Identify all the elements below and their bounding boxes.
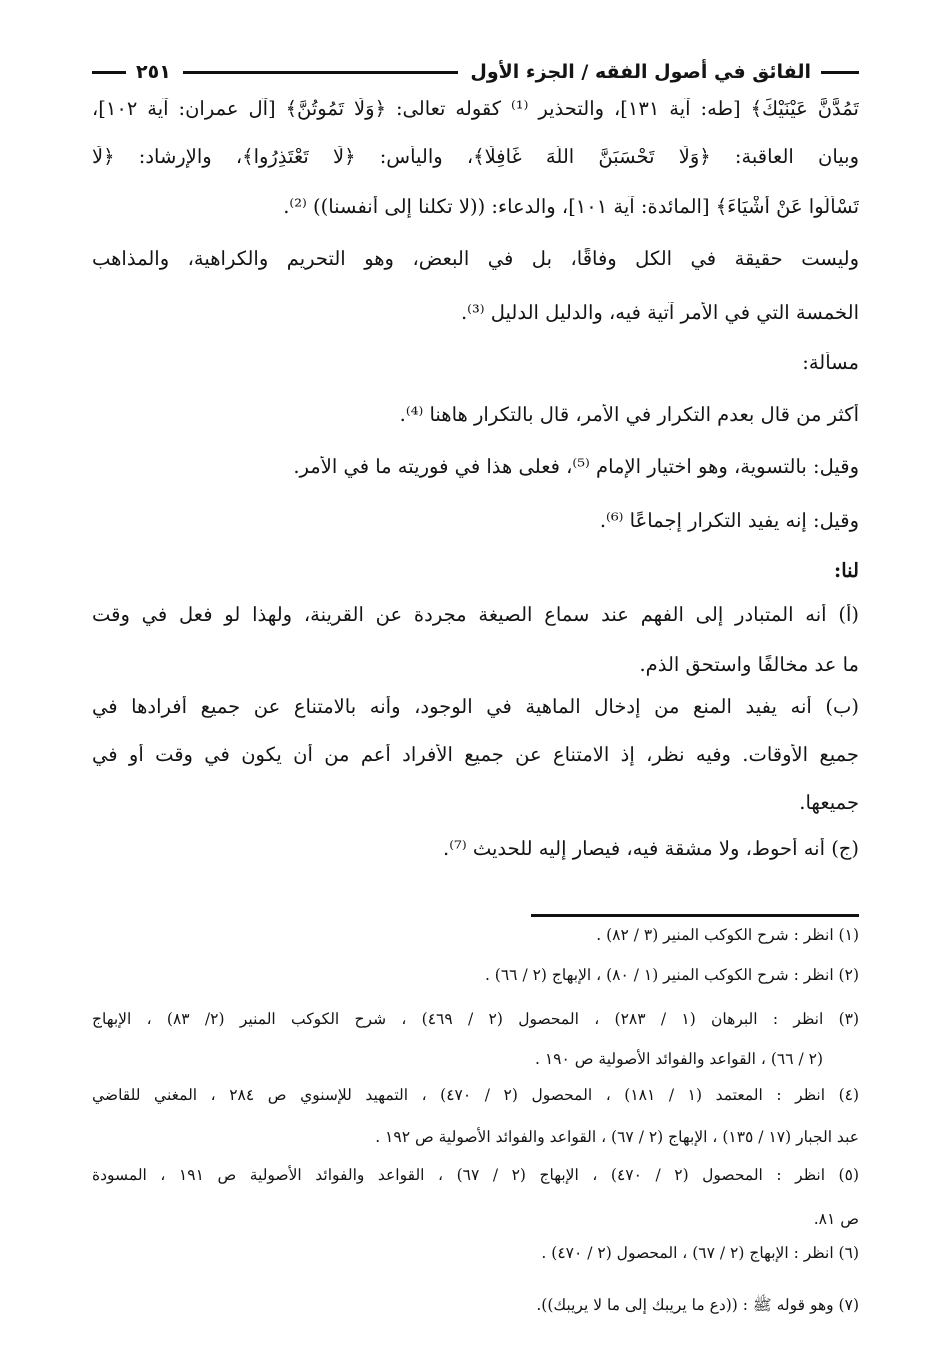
running-header xyxy=(92,52,859,92)
footnote: (٢) انظر : شرح الكوكب المنير (١ / ٨٠) ، الإبهاج (٢ / ٦٦) . xyxy=(484,966,859,984)
text-line: (ج) أنه أحوط، ولا مشقة فيه، فيصار إليه للحديث ⁽⁷⁾. xyxy=(443,838,859,860)
footnote: (٤) انظر : المعتمد (١ / ١٨١) ، المحصول (٢ / ٤٧٠) ، التمهيد للإسنوي ص ٢٨٤ ، المغني للقاضي xyxy=(92,1086,859,1104)
header-rule-middle xyxy=(183,71,459,74)
header-rule-right xyxy=(821,71,859,74)
text-line: أكثر من قال بعدم التكرار في الأمر، قال بالتكرار هاهنا ⁽⁴⁾. xyxy=(399,404,859,426)
text-line: تَمُدَّنَّ عَيْنَيْكَ﴾ [طه: آية ١٣١]، والتحذير ⁽¹⁾ كقوله تعالى: ﴿وَلَا تَمُوتُنَّ﴾ [آل عمران: آية ١٠٢]، xyxy=(92,98,859,120)
header-rule-left xyxy=(92,71,126,74)
footnote: (١) انظر : شرح الكوكب المنير (٣ / ٨٢) . xyxy=(596,926,859,944)
footnote-continuation: ص ٨١. xyxy=(813,1210,859,1228)
text-line: ما عد مخالفًا واستحق الذم. xyxy=(639,654,859,676)
text-line: (أ) أنه المتبادر إلى الفهم عند سماع الصيغة مجردة عن القرينة، ولهذا لو فعل في وقت xyxy=(92,604,859,626)
page-number: ٢٥١ xyxy=(136,61,171,83)
text-line: وقيل: بالتسوية، وهو اختيار الإمام ⁽⁵⁾، فعلى هذا في فوريته ما في الأمر. xyxy=(293,456,859,478)
text-line: تَسْأَلُوا عَنْ أَشْيَاءَ﴾ [المائدة: آية ١٠١]، والدعاء: ((لا تكلنا إلى أنفسنا)) ⁽²⁾. xyxy=(283,196,859,218)
text-line: وليست حقيقة في الكل وفاقًا، بل في البعض، وهو التحريم والكراهية، والمذاهب xyxy=(92,248,859,270)
text-line: وبيان العاقبة: ﴿وَلَا تَحْسَبَنَّ اللَّهَ غَافِلًا﴾، واليأس: ﴿لَا تَعْتَذِرُوا﴾، والإرشاد: ﴿لَا xyxy=(92,146,859,168)
footnote: (٣) انظر : البرهان (١ / ٢٨٣) ، المحصول (٢ / ٤٦٩) ، شرح الكوكب المنير (٢/ ٨٣) ، الإبهاج xyxy=(92,1010,859,1028)
text-line: جميعها. xyxy=(799,792,859,814)
text-line: وقيل: إنه يفيد التكرار إجماعًا ⁽⁶⁾. xyxy=(599,510,859,532)
text-line: (ب) أنه يفيد المنع من إدخال الماهية في الوجود، وأنه بالامتناع عن جميع أفرادها في xyxy=(92,696,859,718)
footnote-continuation: (٢ / ٦٦) ، القواعد والفوائد الأصولية ص ١٩٠ . xyxy=(534,1050,823,1068)
section-heading: لنا: xyxy=(834,560,859,582)
footnote: (٥) انظر : المحصول (٢ / ٤٧٠) ، الإبهاج (٢ / ٦٧) ، القواعد والفوائد الأصولية ص ١٩١ ، المسودة xyxy=(92,1166,859,1184)
footnote: (٧) وهو قوله ﷺ : ((دع ما يريبك إلى ما لا يريبك)). xyxy=(536,1296,859,1314)
section-heading: مسألة: xyxy=(802,352,859,374)
text-line: جميع الأوقات. وفيه نظر، إذ الامتناع عن جميع الأفراد أعم من أن يكون في وقت أو في xyxy=(92,744,859,766)
book-title: الفائق في أصول الفقه / الجزء الأول xyxy=(470,61,811,83)
footnote-continuation: عبد الجبار (١٧ / ١٣٥) ، الإبهاج (٢ / ٦٧) ، القواعد والفوائد الأصولية ص ١٩٢ . xyxy=(375,1128,859,1146)
footnote-separator xyxy=(531,914,859,917)
text-line: الخمسة التي في الأمر آتية فيه، والدليل الدليل ⁽³⁾. xyxy=(460,302,859,324)
footnote: (٦) انظر : الإبهاج (٢ / ٦٧) ، المحصول (٢ / ٤٧٠) . xyxy=(541,1244,859,1262)
